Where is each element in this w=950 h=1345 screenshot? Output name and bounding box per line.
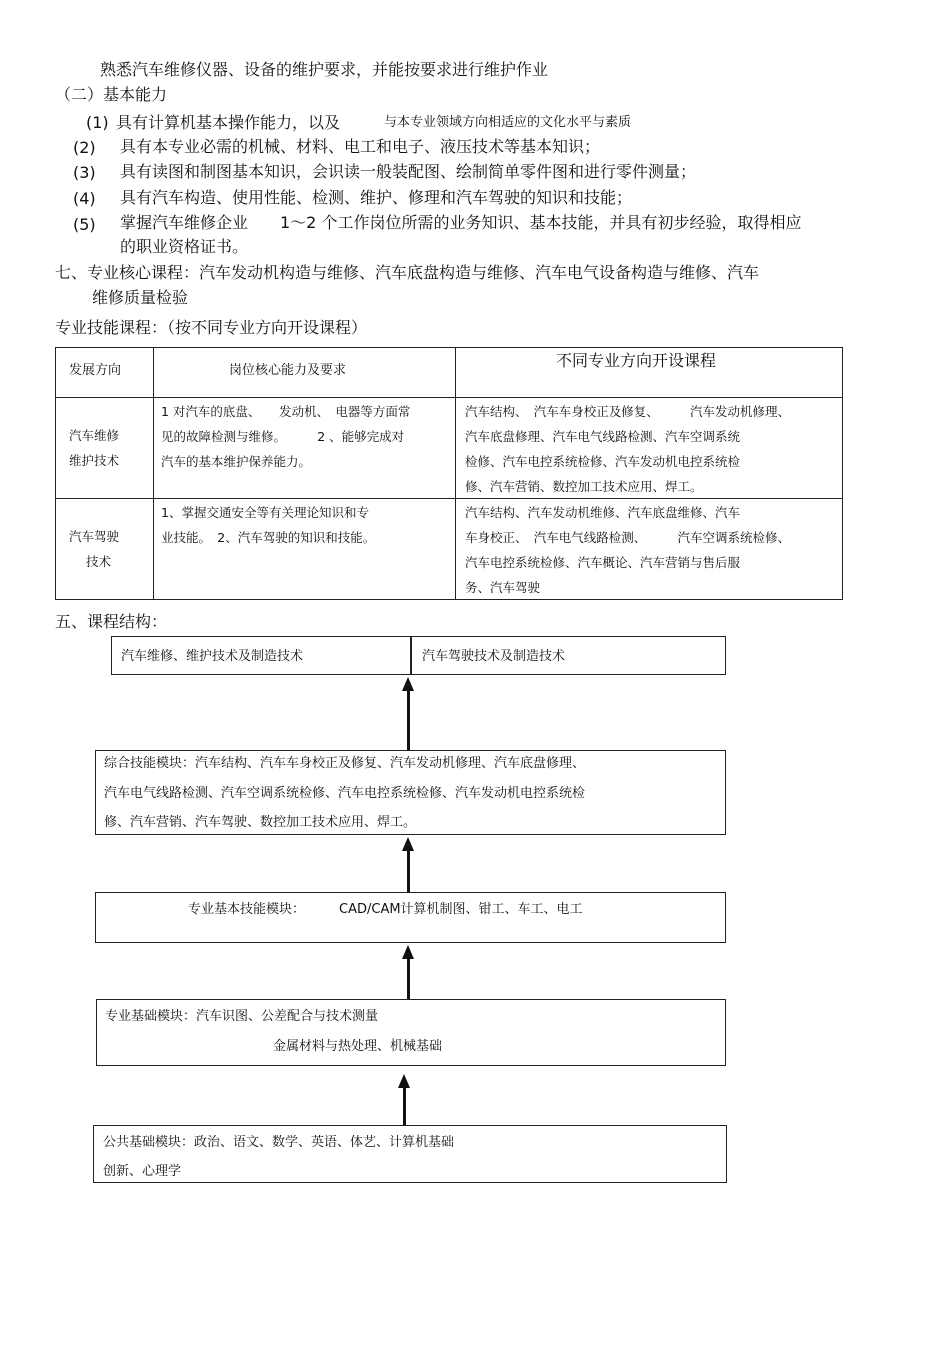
- row2-courses-line2: 车身校正、 汽车电气线路检测、 汽车空调系统检修、: [465, 530, 791, 545]
- ability-item-1-num: (1): [86, 113, 109, 132]
- header-cell-courses: [456, 348, 843, 398]
- professional-basic-skill-label: 专业基本技能模块：: [188, 902, 306, 917]
- top-box-left: 汽车维修、维护技术及制造技术: [121, 649, 304, 664]
- arrow-shaft: [407, 958, 410, 999]
- ability-item-2-text: 具有本专业必需的机械、材料、电工和电子、液压技术等基本知识；: [120, 137, 601, 156]
- ability-item-1-note: 与本专业领域方向相适应的文化水平与素质: [384, 115, 632, 130]
- table-header-row: [56, 348, 843, 398]
- basic-ability-heading: （二）基本能力: [55, 85, 168, 104]
- ability-item-1-text: 具有计算机基本操作能力，以及: [116, 113, 341, 132]
- public-foundation-line1: 公共基础模块：政治、语文、数学、英语、体艺、计算机基础: [103, 1135, 455, 1150]
- row2-ability-cell: [154, 499, 456, 600]
- top-box-right: 汽车驾驶技术及制造技术: [422, 649, 566, 664]
- row1-ability-line2: 见的故障检测与维修。 2 、能够完成对: [161, 429, 405, 444]
- ability-item-5-text: 掌握汽车维修企业 1～2 个工作岗位所需的业务知识、基本技能，并具有初步经验，取得相应: [120, 213, 802, 232]
- row2-ability-line1: 1、掌握交通安全等有关理论知识和专: [161, 505, 369, 520]
- row2-ability-line2: 业技能。 2、汽车驾驶的知识和技能。: [161, 530, 376, 545]
- skill-courses-heading: 专业技能课程：（按不同专业方向开设课程）: [55, 318, 368, 337]
- ability-item-3-num: (3): [73, 163, 96, 182]
- professional-foundation-box: [96, 999, 726, 1066]
- table-row: [56, 398, 843, 499]
- ability-item-2-num: (2): [73, 138, 96, 157]
- structure-top-box: [111, 636, 726, 675]
- ability-item-5-num: (5): [73, 215, 96, 234]
- row1-courses-line2: 汽车底盘修理、汽车电气线路检测、汽车空调系统: [465, 429, 741, 444]
- header-cell-ability: [154, 348, 456, 398]
- row1-courses-line4: 修、汽车营销、数控加工技术应用、焊工。: [465, 479, 703, 494]
- professional-basic-skill-content: CAD/CAM计算机制图、钳工、车工、电工: [339, 902, 583, 917]
- structure-heading: 五、课程结构：: [55, 612, 168, 631]
- header-courses: 不同专业方向开设课程: [556, 351, 717, 370]
- row1-ability-line3: 汽车的基本维护保养能力。: [161, 454, 312, 469]
- row1-courses-line3: 检修、汽车电控系统检修、汽车发动机电控系统检: [465, 454, 741, 469]
- public-foundation-box: [93, 1125, 727, 1183]
- row1-ability-line1: 1 对汽车的底盘、 发动机、 电器等方面常: [161, 404, 411, 419]
- row2-direction-line2: 技术: [86, 554, 112, 569]
- row2-direction-line1: 汽车驾驶: [69, 529, 120, 544]
- comprehensive-line3: 修、汽车营销、汽车驾驶、数控加工技术应用、焊工。: [104, 815, 417, 830]
- arrow-up-icon: [402, 837, 414, 851]
- header-cell-direction: [56, 348, 154, 398]
- row2-courses-line3: 汽车电控系统检修、汽车概论、汽车营销与售后服: [465, 555, 741, 570]
- comprehensive-module-box: [95, 750, 726, 835]
- arrow-up-icon: [402, 677, 414, 691]
- arrow-shaft: [407, 850, 410, 892]
- arrow-shaft: [407, 690, 410, 750]
- row1-direction-line1: 汽车维修: [69, 428, 120, 443]
- professional-foundation-line1: 专业基础模块：汽车识图、公差配合与技术测量: [105, 1009, 379, 1024]
- row1-courses-line1: 汽车结构、 汽车车身校正及修复、 汽车发动机修理、: [465, 404, 791, 419]
- ability-item-3-text: 具有读图和制图基本知识，会识读一般装配图、绘制简单零件图和进行零件测量；: [120, 162, 697, 181]
- row2-direction-cell: [56, 499, 154, 600]
- ability-item-5-text-cont: 的职业资格证书。: [120, 237, 249, 256]
- row1-direction-cell: [56, 398, 154, 499]
- comprehensive-line2: 汽车电气线路检测、汽车空调系统检修、汽车电控系统检修、汽车发动机电控系统检: [104, 786, 586, 801]
- header-direction: 发展方向: [69, 363, 122, 378]
- skill-courses-table: [55, 347, 843, 600]
- public-foundation-line2: 创新、心理学: [103, 1164, 182, 1179]
- row2-courses-cell: [456, 499, 843, 600]
- ability-item-4-num: (4): [73, 189, 96, 208]
- comprehensive-line1: 综合技能模块：汽车结构、汽车车身校正及修复、汽车发动机修理、汽车底盘修理、: [104, 756, 586, 771]
- header-ability: 岗位核心能力及要求: [229, 363, 347, 378]
- row1-courses-cell: [456, 398, 843, 499]
- core-courses-line2: 维修质量检验: [92, 288, 189, 307]
- core-courses-line1: 七、专业核心课程：汽车发动机构造与维修、汽车底盘构造与维修、汽车电气设备构造与维修、汽车: [55, 263, 760, 282]
- intro-line: 熟悉汽车维修仪器、设备的维护要求，并能按要求进行维护作业: [100, 60, 549, 79]
- row2-courses-line1: 汽车结构、汽车发动机维修、汽车底盘维修、汽车: [465, 505, 741, 520]
- row2-courses-line4: 务、汽车驾驶: [465, 580, 541, 595]
- professional-basic-skill-box: [95, 892, 726, 943]
- row1-ability-cell: [154, 398, 456, 499]
- top-box-divider: [410, 637, 412, 674]
- arrow-shaft: [403, 1087, 406, 1125]
- ability-item-4-text: 具有汽车构造、使用性能、检测、维护、修理和汽车驾驶的知识和技能；: [120, 188, 633, 207]
- professional-foundation-line2: 金属材料与热处理、机械基础: [273, 1039, 443, 1054]
- arrow-up-icon: [398, 1074, 410, 1088]
- row1-direction-line2: 维护技术: [69, 453, 120, 468]
- table-row: [56, 499, 843, 600]
- arrow-up-icon: [402, 945, 414, 959]
